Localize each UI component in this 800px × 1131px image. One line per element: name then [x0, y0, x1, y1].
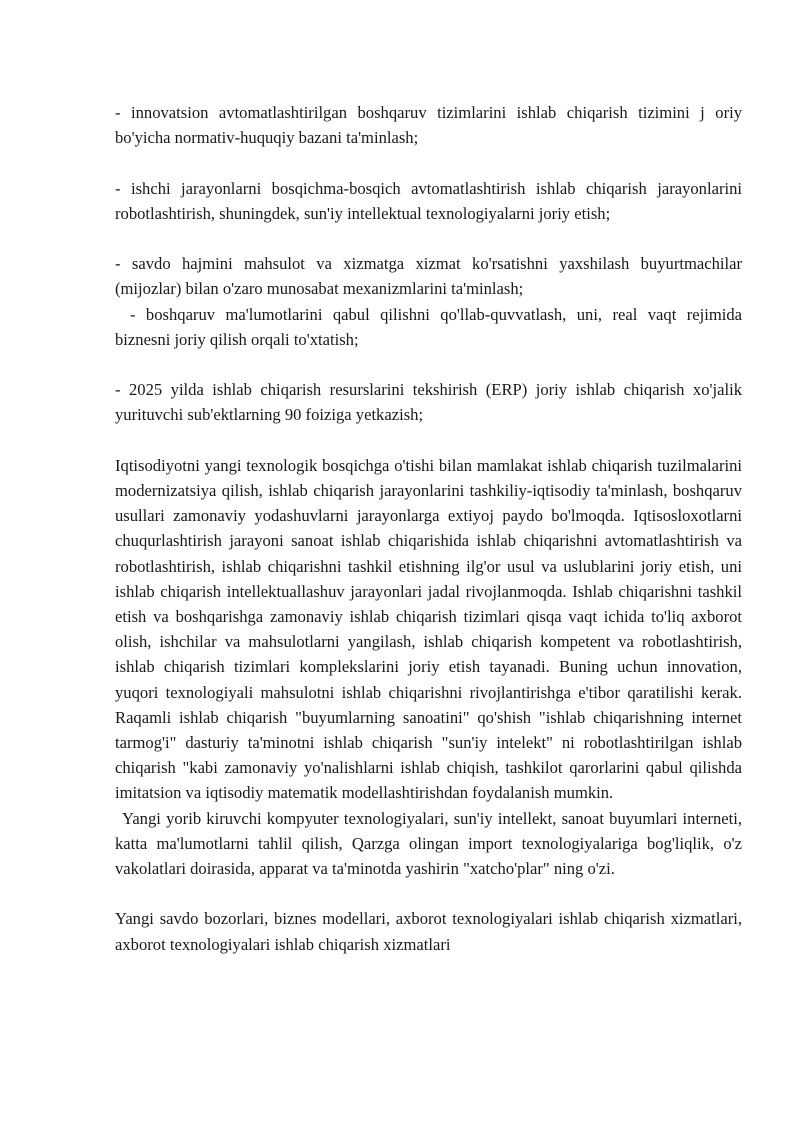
paragraph-2: - ishchi jarayonlarni bosqichma-bosqich avtomatlashtirish ishlab chiqarish jarayonlarini robotlashtirish, shuningdek, sun'iy intellektual texnologiyalarni joriy etish; — [115, 178, 742, 223]
paragraph-gap — [115, 150, 742, 175]
paragraph-gap — [115, 428, 742, 453]
paragraph-1: - innovatsion avtomatlashtirilgan boshqaruv tizimlarini ishlab chiqarish tizimini j oriy bo'yicha normativ-huquqiy bazani ta'minlash; — [115, 103, 742, 148]
paragraph-8: Yangi savdo bozorlari, biznes modellari, axborot texnologiyalari ishlab chiqarish xizmatlari, axborot texnologiyalari ishlab chiqarish xizmatlari — [115, 909, 742, 954]
paragraph-5: - 2025 yilda ishlab chiqarish resurslarini tekshirish (ERP) joriy ishlab chiqarish xo'jalik yurituvchi sub'ektlarning 90 foiziga yetkazish; — [115, 380, 742, 425]
paragraph-3: - savdo hajmini mahsulot va xizmatga xizmat ko'rsatishni yaxshilash buyurtmachilar (mijozlar) bilan o'zaro munosabat mexanizmlarini ta'minlash; — [115, 254, 742, 299]
paragraph-7: Yangi yorib kiruvchi kompyuter texnologiyalari, sun'iy intellekt, sanoat buyumlari interneti, katta ma'lumotlarni tahlil qilish, Qarzga olingan import texnologiyalariga bog'liqlik, o'z vakolatlari doirasida, apparat va ta'minotda yashirin "xatcho'plar" ning o'zi. — [115, 808, 742, 879]
paragraph-6: Iqtisodiyotni yangi texnologik bosqichga o'tishi bilan mamlakat ishlab chiqarish tuzilmalarini modernizatsiya qilish, ishlab chiqarish jarayonlarini tashkiliy-iqtisodiy ta'minlash, boshqaruv usullari zamonaviy yodashuvlarni jarayonlarga extiyoj paydo bo'lmoqda. Iqtisosloxotlarni chuqurlashtirish jarayoni sanoat ishlab chiqarishida ishlab chiqarishni avtomatlashtirish va robotlashtirish, ishlab chiqarishni tashkil etishning ilg'or usul va uslublarini joriy etish, uni ishlab chiqarish intellektuallashuv jarayonlari jadal rivojlanmoqda. Ishlab chiqarishni tashkil etish va boshqarishga zamonaviy ishlab chiqarish tizimlari qisqa vaqt ichida to'liq axborot olish, ishchilar va mahsulotlarni yangilash, ishlab chiqarish kompetent va robotlashtirish, ishlab chiqarish tizimlari komplekslarini joriy etish tayanadi. Buning uchun innovation, yuqori texnologiyali mahsulotni ishlab chiqarishni rivojlantirishga e'tibor qaratilishi kerak. Raqamli ishlab chiqarish "buyumlarning sanoatini" qo'shish "ishlab chiqarishning internet tarmog'i" dasturiy ta'minotni ishlab chiqarish "sun'iy intelekt" ni robotlashtirilgan ishlab chiqarish "kabi zamonaviy yo'nalishlarni ishlab chiqish, tashkilot qarorlarini qabul qilishda imitatsion va iqtisodiy matematik modellashtirishdan foydalanish mumkin. — [115, 455, 742, 803]
paragraph-gap — [115, 352, 742, 377]
document-body — [115, 100, 742, 957]
paragraph-4: - boshqaruv ma'lumotlarini qabul qilishni qo'llab-quvvatlash, uni, real vaqt rejimida biznesni joriy qilish orqali to'xtatish; — [115, 304, 742, 349]
paragraph-gap — [115, 881, 742, 906]
paragraph-gap — [115, 226, 742, 251]
